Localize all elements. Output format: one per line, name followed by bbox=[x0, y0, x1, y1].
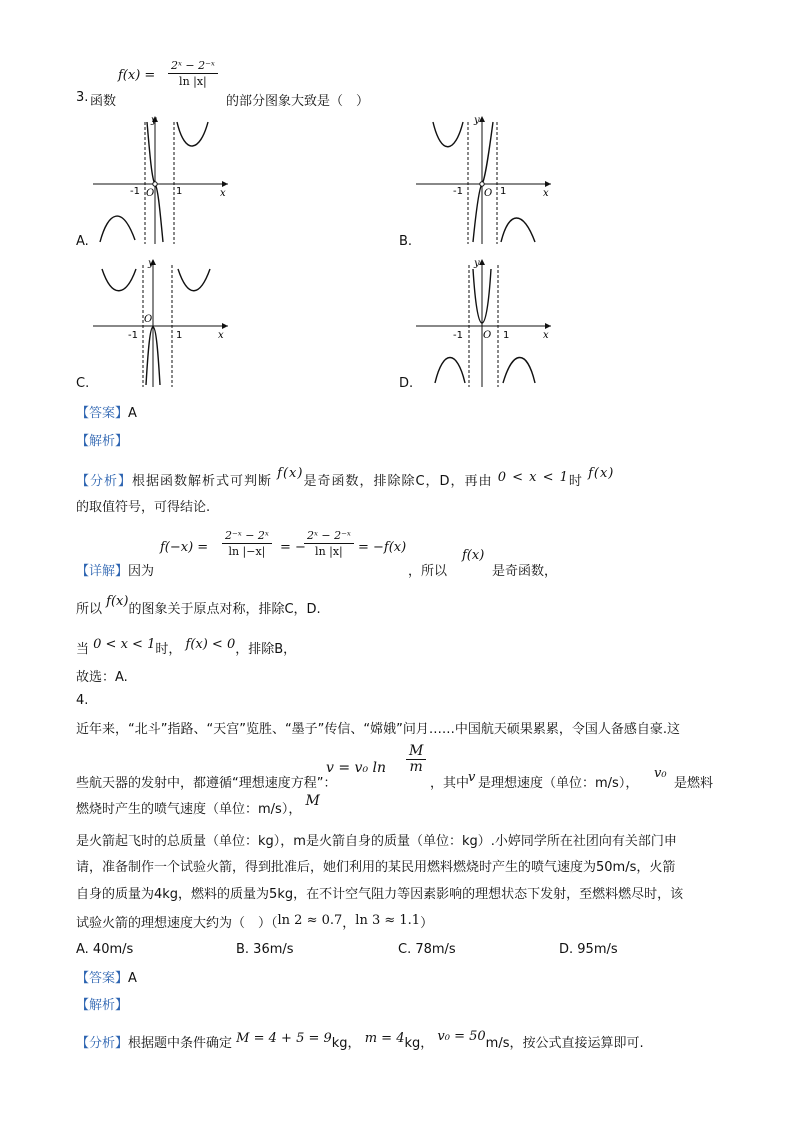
sym-text-1: 所以 bbox=[76, 602, 103, 617]
q4-p2-a: 些航天器的发射中，都遵循“理想速度方程”： bbox=[76, 776, 337, 791]
detail-mid: = − bbox=[280, 540, 306, 555]
graph-b bbox=[413, 112, 558, 247]
option-d-label: D. bbox=[399, 376, 414, 391]
graph-c bbox=[90, 255, 235, 390]
curve-right bbox=[501, 218, 535, 242]
q3-answer-line bbox=[76, 402, 137, 421]
origin-label: O bbox=[146, 188, 155, 199]
q4-p2-v: v bbox=[468, 770, 476, 785]
answer-tag: 【答案】 bbox=[76, 971, 129, 986]
pos-one-label: 1 bbox=[176, 330, 183, 341]
q4-p7-ln2: ln 2 ≈ 0.7 bbox=[277, 913, 343, 928]
y-label: y bbox=[474, 258, 480, 269]
y-label: y bbox=[148, 258, 154, 269]
q4-p2-b: ，其中 bbox=[430, 776, 470, 791]
origin-dot bbox=[480, 182, 484, 186]
q4-choice-b: B. 36m/s bbox=[236, 942, 294, 957]
neg-one-label: -1 bbox=[453, 186, 463, 197]
when-ineq: f(x) < 0 bbox=[185, 637, 236, 652]
origin-label: O bbox=[484, 188, 493, 199]
q3-func-den: ln |x| bbox=[179, 75, 207, 88]
x-arrow-icon bbox=[545, 323, 551, 329]
fenxi-cond: 0 < x < 1 bbox=[497, 470, 569, 485]
option-b-label: B. bbox=[399, 234, 413, 249]
answer-tag: 【答案】 bbox=[76, 406, 129, 421]
q4-para-1: 近年来，“北斗”指路、“天宫”览胜、“墨子”传信、“嫦娥”问月……中国航天硕果累累，令国人备感自豪.这 bbox=[76, 722, 681, 737]
q4-formula-fraction bbox=[406, 744, 426, 775]
neg-one-label: -1 bbox=[128, 330, 138, 341]
fenxi-kg-1: kg， bbox=[331, 1036, 361, 1051]
x-arrow-icon bbox=[222, 181, 228, 187]
fenxi-tag: 【分析】 bbox=[76, 474, 133, 489]
fenxi-v0: v₀ = 50 bbox=[437, 1029, 486, 1044]
q3-number: 3. bbox=[76, 90, 89, 105]
q4-p2-c: 是理想速度（单位：m/s）， bbox=[478, 776, 639, 791]
q3-analysis-tag: 【解析】 bbox=[76, 434, 129, 449]
q3-fenxi-line-2: 的取值符号，可得结论. bbox=[76, 500, 211, 515]
q4-p7-a: 试验火箭的理想速度大约为（ ）（ bbox=[76, 916, 278, 931]
q4-para-3 bbox=[76, 793, 320, 817]
x-label: x bbox=[543, 330, 549, 341]
when-cond: 0 < x < 1 bbox=[93, 637, 156, 652]
fenxi-text-1: 根据函数解析式可判断 bbox=[132, 474, 273, 489]
graph-a bbox=[90, 112, 235, 247]
q3-choose: 故选：A. bbox=[76, 670, 128, 685]
q4-formula-lhs: v = v₀ ln bbox=[326, 760, 387, 776]
y-arrow-icon bbox=[479, 116, 485, 122]
fenxi-M: M = 4 + 5 = 9 bbox=[236, 1031, 332, 1046]
q4-formula-num: M bbox=[406, 744, 426, 760]
sym-fx: f(x) bbox=[106, 594, 129, 609]
pos-one-label: 1 bbox=[500, 186, 507, 197]
q3-fenxi-line bbox=[76, 466, 615, 489]
detail-fx: f(x) bbox=[462, 548, 485, 563]
fenxi-kg-2: kg， bbox=[404, 1036, 434, 1051]
q3-func-fraction bbox=[168, 58, 218, 89]
q3-symmetry-line bbox=[76, 594, 321, 617]
when-text-2: 时， bbox=[155, 642, 182, 657]
q4-analysis-tag: 【解析】 bbox=[76, 998, 129, 1013]
fenxi-text-2: 是奇函数，排除除C，D，再由 bbox=[303, 474, 493, 489]
x-arrow-icon bbox=[545, 181, 551, 187]
option-c-label: C. bbox=[76, 376, 90, 391]
q4-para-5: 请，准备制作一个试验火箭，得到批准后，她们利用的某民用燃料燃烧时产生的喷气速度为50m/s，火箭 bbox=[76, 860, 676, 875]
when-text-3: ，排除B， bbox=[235, 642, 297, 657]
curve-right bbox=[503, 358, 535, 384]
neg-one-label: -1 bbox=[453, 330, 463, 341]
q4-p7-c: ） bbox=[420, 916, 434, 931]
sym-text-2: 的图象关于原点对称，排除C，D. bbox=[128, 602, 321, 617]
fenxi-m: m = 4 bbox=[364, 1031, 405, 1046]
neg-one-label: -1 bbox=[130, 186, 140, 197]
y-label: y bbox=[151, 115, 157, 126]
q3-func-num: 2ˣ − 2⁻ˣ bbox=[168, 58, 218, 74]
fenxi-fx2: f(x) bbox=[588, 466, 615, 481]
fenxi-text-1: 根据题中条件确定 bbox=[128, 1036, 233, 1051]
q4-p2-d: 是燃料 bbox=[674, 776, 714, 791]
detail-tag: 【详解】 bbox=[76, 564, 129, 579]
x-arrow-icon bbox=[222, 323, 228, 329]
q3-stem-suffix: 的部分图象大致是（ ） bbox=[226, 94, 370, 109]
detail-text-3: 是奇函数， bbox=[492, 564, 558, 579]
curve-right bbox=[177, 122, 208, 146]
origin-dot bbox=[153, 182, 157, 186]
curve-left bbox=[102, 269, 136, 291]
fenxi-text-3: 时 bbox=[568, 474, 583, 489]
q4-p3-M: M bbox=[305, 793, 320, 809]
q4-para-6: 自身的质量为4kg，燃料的质量为5kg，在不计空气阻力等因素影响的理想状态下发射，至燃料燃尽时，该 bbox=[76, 887, 684, 902]
q4-number: 4. bbox=[76, 693, 89, 708]
detail-text-2: ，所以 bbox=[408, 564, 448, 579]
detail-rhs: = −f(x) bbox=[358, 540, 407, 555]
q4-para-4: 是火箭起飞时的总质量（单位：kg），m是火箭自身的质量（单位：kg）.小婷同学所在社团向有关部门申 bbox=[76, 834, 677, 849]
fenxi-text-2: m/s，按公式直接运算即可. bbox=[485, 1036, 644, 1051]
curve-left bbox=[435, 358, 465, 384]
pos-one-label: 1 bbox=[176, 186, 183, 197]
curve-left bbox=[100, 216, 135, 242]
curve-left bbox=[433, 122, 463, 147]
detail-text-1: 因为 bbox=[128, 564, 155, 579]
fenxi-fx: f(x) bbox=[277, 466, 304, 481]
q4-choice-d: D. 95m/s bbox=[559, 942, 618, 957]
q4-answer-line bbox=[76, 967, 137, 986]
q4-formula-den: m bbox=[409, 759, 423, 775]
y-label: y bbox=[474, 115, 480, 126]
detail-num-2: 2ˣ − 2⁻ˣ bbox=[304, 528, 354, 544]
q4-choice-c: C. 78m/s bbox=[398, 942, 456, 957]
x-label: x bbox=[543, 188, 549, 199]
q4-p3-a: 燃烧时产生的喷气速度（单位：m/s）， bbox=[76, 802, 302, 817]
q4-para-2 bbox=[76, 740, 736, 791]
detail-lhs: f(−x) = bbox=[160, 540, 209, 555]
x-label: x bbox=[218, 330, 224, 341]
detail-num-1: 2⁻ˣ − 2ˣ bbox=[222, 528, 272, 544]
curve-right bbox=[178, 269, 210, 291]
detail-fraction-1 bbox=[222, 528, 272, 559]
q3-when-line bbox=[76, 638, 296, 657]
graph-d bbox=[413, 255, 558, 390]
answer-value: A bbox=[128, 971, 137, 986]
x-label: x bbox=[220, 188, 226, 199]
when-text-1: 当 bbox=[76, 642, 90, 657]
detail-den-2: ln |x| bbox=[315, 545, 343, 558]
fenxi-tag: 【分析】 bbox=[76, 1036, 129, 1051]
q3-detail-line bbox=[76, 524, 756, 579]
answer-value: A bbox=[128, 406, 137, 421]
q3-stem-prefix: 函数 bbox=[90, 94, 117, 109]
y-arrow-icon bbox=[479, 259, 485, 265]
detail-fraction-2 bbox=[304, 528, 354, 559]
q3-func-lhs: f(x) = bbox=[118, 68, 156, 83]
q4-para-7 bbox=[76, 912, 433, 931]
q4-choice-a: A. 40m/s bbox=[76, 942, 134, 957]
detail-den-1: ln |−x| bbox=[228, 545, 266, 558]
q4-p7-ln3: ln 3 ≈ 1.1 bbox=[355, 913, 421, 928]
origin-label: O bbox=[483, 330, 492, 341]
option-a-label: A. bbox=[76, 234, 89, 249]
pos-one-label: 1 bbox=[503, 330, 510, 341]
q4-fenxi-line bbox=[76, 1029, 644, 1051]
q4-p2-v0: v₀ bbox=[654, 766, 667, 781]
q4-p7-b: ， bbox=[342, 916, 356, 931]
origin-label: O bbox=[144, 314, 153, 325]
